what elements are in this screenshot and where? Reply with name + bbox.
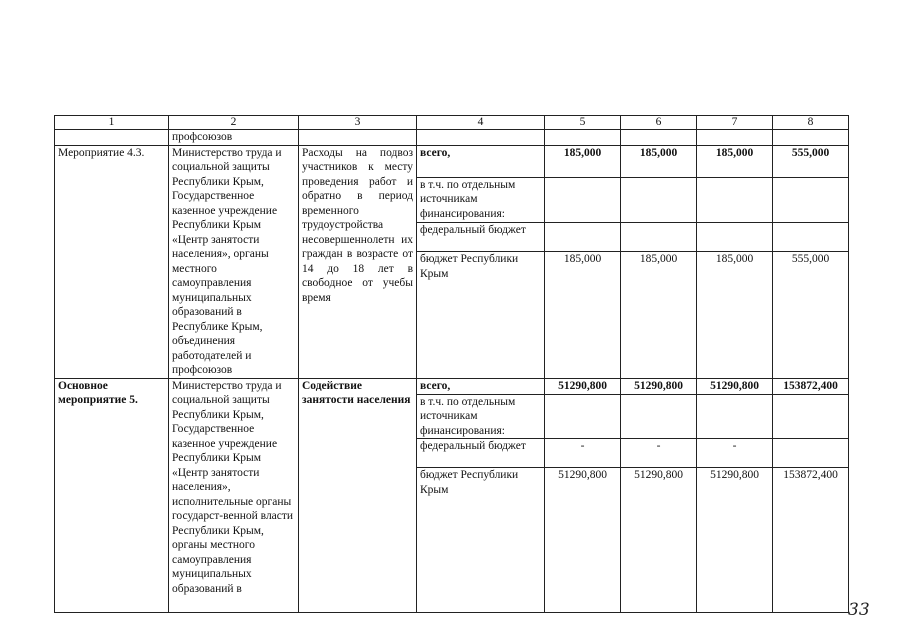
value-cell: 185,000 [621, 145, 697, 177]
value-cell [621, 177, 697, 222]
value-cell: - [697, 439, 773, 468]
value-cell [773, 222, 849, 251]
event-executor: Министерство труда и социальной защиты Республики Крым, Государственное казенное учреждение Республики Крым «Центр занятости населения», исполнительные органы государст-венной власти Республики Крым, органы местного самоуправления муниципальных образований в [169, 378, 299, 613]
value-cell: 185,000 [697, 252, 773, 378]
value-cell: 555,000 [773, 252, 849, 378]
value-cell: 51290,800 [621, 468, 697, 613]
budget-table [54, 115, 849, 613]
header-cell: 8 [773, 116, 849, 130]
event-title: Мероприятие 4.3. [55, 145, 169, 378]
header-cell: 7 [697, 116, 773, 130]
value-cell [545, 394, 621, 439]
funding-label: в т.ч. по отдельным источникам финансирования: [417, 177, 545, 222]
funding-label: федеральный бюджет [417, 439, 545, 468]
value-cell: 51290,800 [697, 468, 773, 613]
continuation-text: профсоюзов [169, 130, 299, 146]
header-cell: 2 [169, 116, 299, 130]
value-cell: 51290,800 [621, 378, 697, 394]
value-cell [621, 222, 697, 251]
value-cell: 51290,800 [545, 378, 621, 394]
funding-label: федеральный бюджет [417, 222, 545, 251]
value-cell [773, 439, 849, 468]
value-cell [545, 222, 621, 251]
value-cell: 51290,800 [545, 468, 621, 613]
header-cell: 5 [545, 116, 621, 130]
value-cell [697, 177, 773, 222]
table-row [55, 145, 849, 177]
header-cell: 1 [55, 116, 169, 130]
value-cell [773, 394, 849, 439]
value-cell: 555,000 [773, 145, 849, 177]
value-cell [697, 222, 773, 251]
value-cell: 185,000 [545, 145, 621, 177]
value-cell: 153872,400 [773, 468, 849, 613]
event-executor: Министерство труда и социальной защиты Республики Крым, Государственное казенное учреждение Республики Крым «Центр занятости населения», органы местного самоуправления муниципальных образований в Республике Крым, объединения работодателей и профсоюзов [169, 145, 299, 378]
value-cell: - [545, 439, 621, 468]
value-cell [621, 394, 697, 439]
funding-label: всего, [417, 378, 545, 394]
event-description: Расходы на подвоз участников к месту проведения работ и обратно в период временного трудоустройства несовершеннолетн их граждан в возрасте от 14 до 18 лет в свободное от учебы время [299, 145, 417, 378]
value-cell: 185,000 [545, 252, 621, 378]
value-cell: 51290,800 [697, 378, 773, 394]
value-cell [545, 177, 621, 222]
funding-label: всего, [417, 145, 545, 177]
value-cell: - [621, 439, 697, 468]
value-cell [697, 394, 773, 439]
value-cell [773, 177, 849, 222]
table-row [55, 378, 849, 394]
funding-label: в т.ч. по отдельным источникам финансирования: [417, 394, 545, 439]
event-title: Основное мероприятие 5. [55, 378, 169, 613]
value-cell: 153872,400 [773, 378, 849, 394]
header-row [55, 116, 849, 130]
funding-label: бюджет Республики Крым [417, 252, 545, 378]
value-cell: 185,000 [621, 252, 697, 378]
header-cell: 3 [299, 116, 417, 130]
header-cell: 6 [621, 116, 697, 130]
event-description: Содействие занятости населения [299, 378, 417, 613]
page-number: 33 [848, 600, 870, 620]
value-cell: 185,000 [697, 145, 773, 177]
header-cell: 4 [417, 116, 545, 130]
continuation-row [55, 130, 849, 146]
funding-label: бюджет Республики Крым [417, 468, 545, 613]
